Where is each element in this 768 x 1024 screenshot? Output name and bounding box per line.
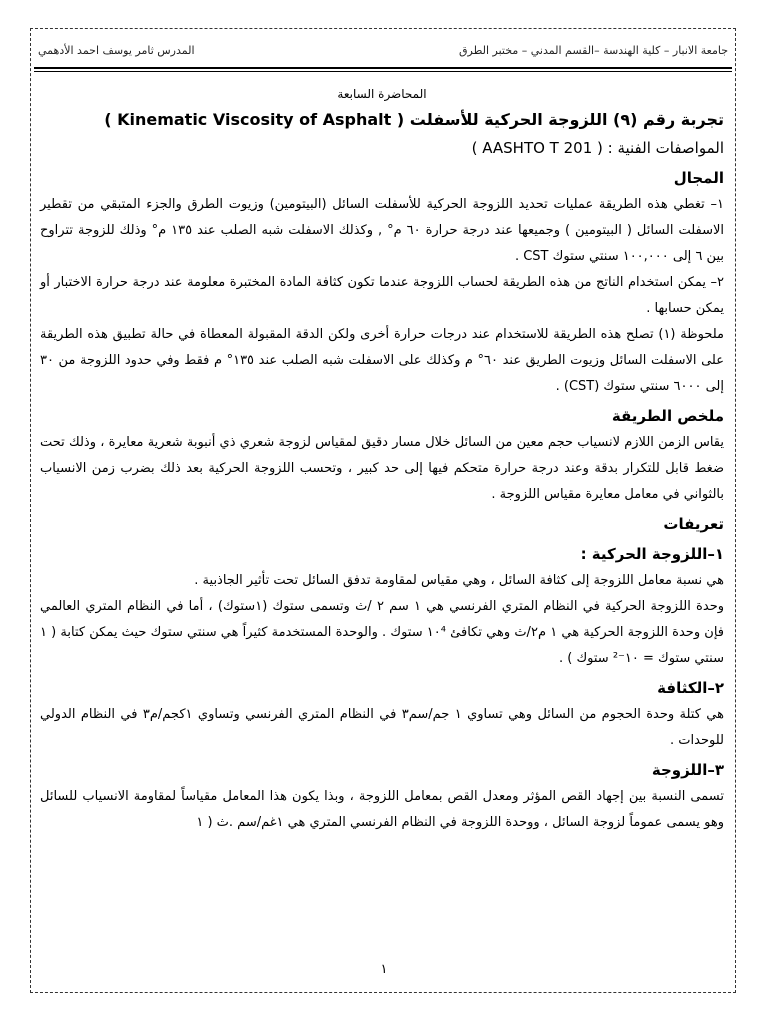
density-paragraph: هي كتلة وحدة الحجوم من السائل وهي تساوي ١ جم/سم٣ في النظام المتري الفرنسي وتساوي ١كجم/م٣ في النظام الدولي للوحدات . xyxy=(40,707,724,748)
scope-paragraph-1: ١– تغطي هذه الطريقة عمليات تحديد اللزوجة الحركية للأسفلت السائل (البيتومين) وزيوت الطرق والجزء المتبقي من تقطير الاسفلت السائل ( البيتومين ) وجميعها عند درجة حرارة ٦٠ م° , وكذلك الاسفلت شبه الصلب عند ١٣٥ م° وذلك للزوجة تتراوح بين ٦ إلى ١٠٠,٠٠٠ سنتي ستوك CST . xyxy=(40,197,725,264)
summary-paragraph: يقاس الزمن اللازم لانسياب حجم معين من السائل خلال مسار دقيق لمقياس لزوجة شعري ذي أنبوبة شعرية معايرة ، وذلك تحت ضغط قابل للتكرار بدقة وعند درجة حرارة متحكم فيها إلى حد كبير ، وتحسب اللزوجة الحركية بعد ذلك بضرب زمن الانسياب بالثواني في معامل معايرة مقياس اللزوجة . xyxy=(40,435,724,502)
summary-heading: ملخص الطريقة xyxy=(611,407,724,425)
document-body xyxy=(40,84,724,836)
lecture-title: المحاضرة السابعة xyxy=(337,87,427,101)
header-divider xyxy=(34,67,732,69)
scope-note: ملحوظة (١) تصلح هذه الطريقة للاستخدام عند درجات حرارة أخرى ولكن الدقة المقبولة المعطاة في حالة تطبيق هذه الطريقة على الاسفلت السائل وزيوت الطريق عند ٦٠° م وكذلك على الاسفلت شبه الصلب عند ١٣٥° م فقط وفي حدود اللزوجة من ٣٠ إلى ٦٠٠٠ سنتي ستوك (CST) . xyxy=(40,327,724,394)
definitions-heading: تعريفات xyxy=(663,515,724,533)
header-instructor: المدرس ثامر يوسف احمد الأدهمي xyxy=(38,44,195,57)
header-institution: جامعة الانبار – كلية الهندسة –القسم المدني – مختبر الطرق xyxy=(459,44,728,57)
kinematic-viscosity-heading: ١–اللزوجة الحركية : xyxy=(580,545,724,563)
page-header xyxy=(38,42,728,62)
kinematic-viscosity-paragraph-2: وحدة اللزوجة الحركية في النظام المتري الفرنسي هي ١ سم ٢ /ث وتسمى ستوك (١ستوك) ، أما في النظام المتري العالمي فإن وحدة اللزوجة الحركية هي ١ م٢/ث وهي تكافئ ١٠⁴ ستوك . والوحدة المستخدمة كثيراً هي سنتي ستوك حيث يمكن كتابة ( ١ سنتي ستوك = ١٠⁻² ستوك ) . xyxy=(40,599,725,666)
page-number: ١ xyxy=(380,962,388,977)
density-heading: ٢–الكثافة xyxy=(657,679,724,697)
scope-heading: المجال xyxy=(673,169,724,187)
specification-line: المواصفات الفنية : ( AASHTO T 201 ) xyxy=(471,139,724,157)
viscosity-heading: ٣–اللزوجة xyxy=(651,761,724,779)
scope-paragraph-2: ٢– يمكن استخدام الناتج من هذه الطريقة لحساب اللزوجة عندما تكون كثافة المادة المختبرة معلومة عند درجة حرارة الاختبار أو يمكن حسابها . xyxy=(40,275,724,316)
experiment-title: تجربة رقم (٩) اللزوجة الحركية للأسفلت ( Kinematic Viscosity of Asphalt ) xyxy=(104,110,724,129)
header-divider-thin xyxy=(34,71,732,72)
viscosity-paragraph: تسمى النسبة بين إجهاد القص المؤثر ومعدل القص بمعامل اللزوجة ، وبذا يكون هذا المعامل مقياساً لمقاومة الانسياب للسائل وهو يسمى عموماً لزوجة السائل ، ووحدة اللزوجة في النظام الفرنسي المتري هي ١غم/سم .ث ( ١ xyxy=(40,789,724,830)
kinematic-viscosity-paragraph-1: هي نسبة معامل اللزوجة إلى كثافة السائل ، وهي مقياس لمقاومة تدفق السائل تحت تأثير الجاذبية . xyxy=(194,573,724,588)
